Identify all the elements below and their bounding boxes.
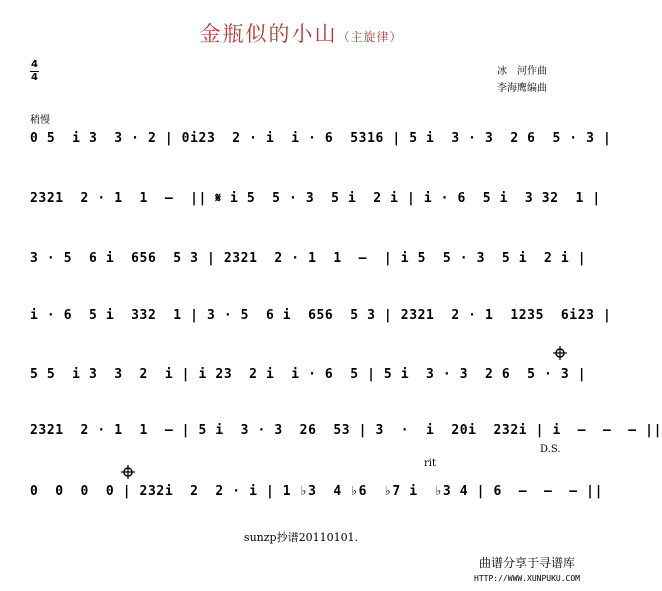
brand-name: 曲谱分享于寻谱库	[479, 556, 576, 570]
site-watermark	[474, 556, 580, 586]
credits	[497, 63, 547, 97]
score-line-1: 0 5 i 3 3 · 2 | 0i23 2 · i i · 6 5316 | 5 i 3 · 3 2 6 5 · 3 |	[30, 131, 612, 146]
rit-marking: rit	[424, 458, 436, 469]
score-line-2: 2321 2 · 1 1 – || 𝄋 i 5 5 · 3 5 i 2 i | i · 6 5 i 3 32 1 |	[30, 191, 601, 206]
time-signature-bottom: 4	[31, 72, 38, 83]
tempo-marking: 稍慢	[30, 115, 50, 126]
transcriber-note: sunzp抄谱20110101.	[243, 531, 359, 544]
title-subtitle: （主旋律）	[337, 30, 403, 44]
credit-arranger: 李海鹰编曲	[497, 83, 547, 94]
brand-url[interactable]: HTTP://WWW.XUNPUKU.COM	[474, 574, 580, 583]
score-title	[0, 18, 602, 48]
score-line-4: i · 6 5 i 332 1 | 3 · 5 6 i 656 5 3 | 2321 2 · 1 1235 6i23 |	[30, 308, 612, 323]
title-main: 金瓶似的小山	[199, 22, 338, 46]
score-line-7: 0 0 0 0 | 232i 2 2 · i | 1 ♭3 4 ♭6 ♭7 i ♭3 4 | 6 – – – ||	[30, 484, 604, 499]
score-line-5: 5 5 i 3 3 2 i | i 23 2 i i · 6 5 | 5 i 3 · 3 2 6 5 · 3 |	[30, 367, 587, 382]
time-signature	[30, 60, 39, 83]
credit-composer: 冰 河作曲	[497, 66, 547, 77]
coda-icon	[553, 346, 567, 360]
coda-icon	[121, 465, 135, 479]
score-line-3: 3 · 5 6 i 656 5 3 | 2321 2 · 1 1 – | i 5 5 · 3 5 i 2 i |	[30, 251, 587, 266]
score-line-6: 2321 2 · 1 1 – | 5 i 3 · 3 26 53 | 3 · i 20i 232i | i – – – ||	[30, 423, 662, 438]
ds-marking: D.S.	[540, 444, 561, 455]
time-signature-top: 4	[31, 59, 38, 70]
